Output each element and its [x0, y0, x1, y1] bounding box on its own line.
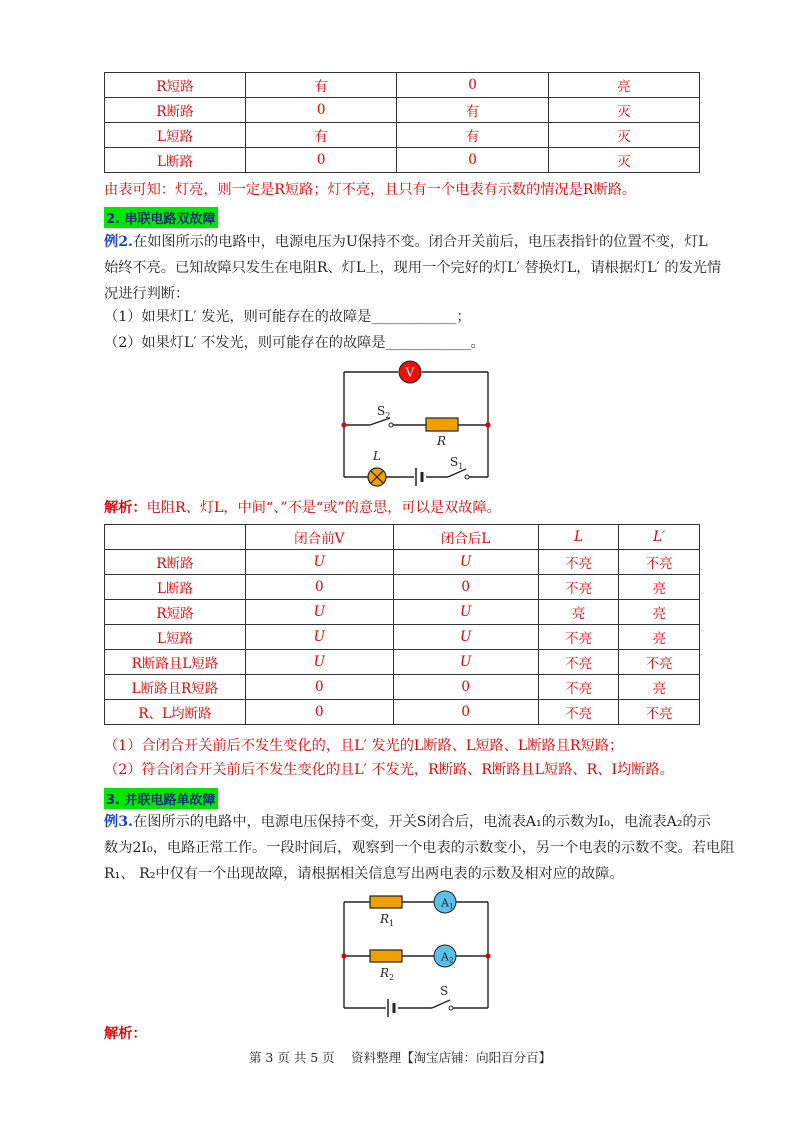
table-cell: 0: [393, 700, 538, 725]
analysis-3-label: 解析：: [104, 1026, 147, 1042]
table-cell: 0: [397, 148, 548, 173]
table-row: [105, 675, 700, 700]
table-row: [105, 73, 700, 98]
table-cell: 不亮: [538, 550, 619, 575]
table-cell: 0: [397, 73, 548, 98]
table-cell: U: [393, 650, 538, 675]
table-cell: 亮: [619, 575, 700, 600]
table-row: [105, 123, 700, 148]
battery-icon: [416, 468, 422, 486]
resistor-r1-icon: [370, 896, 402, 908]
note-2-1: （1）合闭合开关前后不发生变化的，且L′ 发光的L断路、L短路、L断路且R短路；: [104, 738, 624, 754]
example-2-line-1: [104, 232, 708, 252]
example-3-label: 例3.: [104, 814, 133, 830]
junction-right: [485, 422, 490, 427]
table-cell: 不亮: [538, 675, 619, 700]
lamp-label: L: [373, 449, 381, 463]
table-row: [105, 600, 700, 625]
table-cell: 亮: [619, 675, 700, 700]
table-cell: L短路: [105, 625, 246, 650]
table-row: [105, 575, 700, 600]
table-row: [105, 148, 700, 173]
table-cell: 灭: [548, 98, 699, 123]
table-cell: U: [246, 550, 394, 575]
table-cell: R断路: [105, 98, 246, 123]
conclusion-1: 由表可知：灯亮，则一定是R短路；灯不亮，且只有一个电表有示数的情况是R断路。: [104, 182, 637, 198]
series-circuit-diagram: [330, 352, 510, 492]
table-cell: 有: [397, 123, 548, 148]
example-3-line-3: R₁、 R₂中仅有一个出现故障，请根据相关信息写出两电表的示数及相对应的故障。: [104, 866, 624, 882]
table-cell: L断路且R短路: [105, 675, 246, 700]
table-cell: U: [393, 625, 538, 650]
switch-s-label: S: [440, 984, 449, 998]
resistor-icon: [426, 418, 458, 431]
junction-left: [341, 953, 346, 958]
table-row: [105, 625, 700, 650]
table-cell: L断路: [105, 148, 246, 173]
ammeter-a2-label: A2: [441, 950, 454, 965]
fault-table-2: [104, 524, 700, 725]
table-cell: 0: [246, 98, 397, 123]
voltmeter-label: V: [405, 365, 415, 380]
table-cell: 0: [393, 575, 538, 600]
page-footer: 第 3 页 共 5 页 资料整理【淘宝店铺：向阳百分百】: [248, 1050, 552, 1065]
table-cell: 不亮: [619, 700, 700, 725]
table-cell: L短路: [105, 123, 246, 148]
table-cell: U: [246, 600, 394, 625]
table-cell: 不亮: [619, 650, 700, 675]
switch-s1-label: $S_1$: [450, 455, 464, 471]
analysis-2-text: 电阻R、灯L，中间“、”不是“或”的意思，可以是双故障。: [146, 500, 501, 516]
table-cell: R短路: [105, 73, 246, 98]
parallel-circuit-diagram: [330, 886, 510, 1021]
resistor-r2-label: $R_2$: [380, 966, 395, 982]
table-cell: 亮: [619, 600, 700, 625]
switch-s-icon: [449, 1006, 453, 1010]
question-2-1: （1）如果灯L′ 发光，则可能存在的故障是____________；: [104, 309, 471, 325]
table-row: [105, 700, 700, 725]
table-cell: 有: [397, 98, 548, 123]
resistor-r1-label: $R_1$: [380, 912, 395, 928]
table-header-cell: 闭合后L: [393, 525, 538, 550]
example-2-label: 例2.: [104, 234, 133, 250]
analysis-2-label: 解析：: [104, 500, 147, 516]
analysis-2: [104, 498, 501, 518]
table-cell: U: [246, 650, 394, 675]
table-cell: 0: [246, 700, 394, 725]
resistor-label: R: [437, 434, 447, 448]
table-cell: U: [393, 550, 538, 575]
table-cell: 0: [393, 675, 538, 700]
table-cell: U: [393, 600, 538, 625]
table-cell: 不亮: [538, 650, 619, 675]
example-3-text-1: 在图所示的电路中，电源电压保持不变，开关S闭合后，电流表A₁的示数为I₀，电流表A₂的示: [133, 814, 711, 830]
table-cell: 不亮: [619, 550, 700, 575]
switch-s1-icon: [465, 475, 469, 479]
table-cell: U: [246, 625, 394, 650]
table-cell: R断路: [105, 550, 246, 575]
table-header-cell: [105, 525, 246, 550]
section-2-title: 2. 串联电路双故障: [104, 207, 218, 228]
table-cell: 不亮: [538, 625, 619, 650]
table-cell: 0: [246, 575, 394, 600]
table-cell: 灭: [548, 148, 699, 173]
switch-s2-icon: [389, 423, 393, 427]
example-2-text-1: 在如图所示的电路中，电源电压为U保持不变。闭合开关前后，电压表指针的位置不变，灯L: [133, 234, 708, 250]
junction-right: [485, 953, 490, 958]
table-row: [105, 98, 700, 123]
table-cell: R断路且L短路: [105, 650, 246, 675]
example-2-line-2: 始终不亮。已知故障只发生在电阻R、灯L上，现用一个完好的灯L′ 替换灯L，请根据灯L′ 的发光情: [104, 260, 722, 276]
junction-left: [341, 422, 346, 427]
table-row: [105, 550, 700, 575]
table-header-cell: 闭合前V: [246, 525, 394, 550]
table-row: [105, 650, 700, 675]
switch-s2-label: $S_2$: [377, 404, 391, 420]
section-3-title: 3. 并联电路单故障: [104, 788, 218, 809]
example-2-line-3: 况进行判断：: [104, 286, 190, 302]
table-cell: 亮: [619, 625, 700, 650]
table-cell: R、L均断路: [105, 700, 246, 725]
battery-icon: [388, 999, 394, 1017]
example-3-line-1: [104, 812, 711, 832]
table-header-row: [105, 525, 700, 550]
resistor-r2-icon: [370, 950, 402, 962]
table-cell: 亮: [548, 73, 699, 98]
table-cell: L断路: [105, 575, 246, 600]
table-header-cell: L: [538, 525, 619, 550]
ammeter-a1-label: A1: [441, 896, 454, 911]
table-cell: 不亮: [538, 575, 619, 600]
example-3-line-2: 数为2I₀，电路正常工作。一段时间后，观察到一个电表的示数变小，另一个电表的示数不变。若电阻: [104, 840, 735, 856]
table-cell: 0: [246, 148, 397, 173]
table-cell: 灭: [548, 123, 699, 148]
table-header-cell: L′: [619, 525, 700, 550]
table-cell: 亮: [538, 600, 619, 625]
table-cell: 不亮: [538, 700, 619, 725]
table-cell: 有: [246, 123, 397, 148]
note-2-2: （2）符合闭合开关前后不发生变化的且L′ 不发光，R断路、R断路且L短路、R、I均断路。: [104, 762, 674, 778]
question-2-2: （2）如果灯L′ 不发光，则可能存在的故障是____________。: [104, 335, 485, 351]
table-cell: R短路: [105, 600, 246, 625]
table-cell: 0: [246, 675, 394, 700]
table-cell: 有: [246, 73, 397, 98]
fault-table-1: [104, 72, 700, 173]
